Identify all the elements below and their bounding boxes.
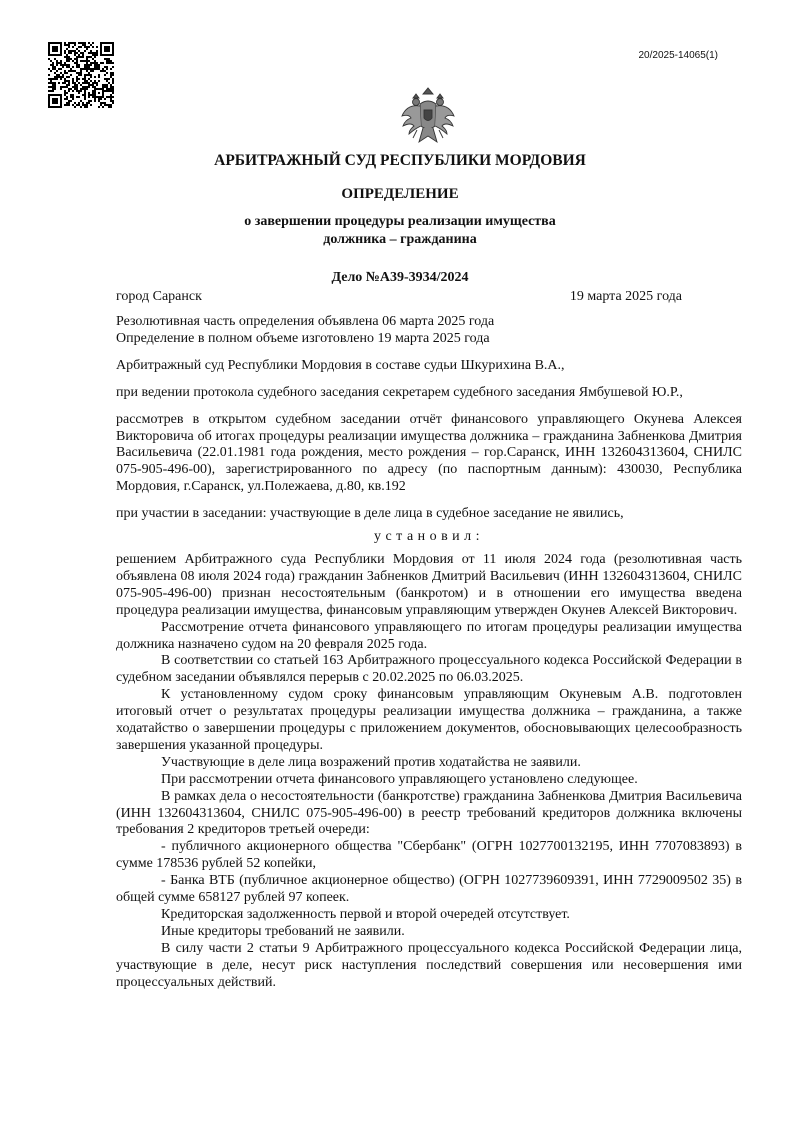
resolution-announced: Резолютивная часть определения объявлена 06 марта 2025 года (116, 314, 495, 329)
subtitle-line-2: должника – гражданина (323, 232, 477, 247)
paragraph: В рамках дела о несостоятельности (банкротстве) гражданина Забненкова Дмитрия Васильевича (ИНН 132604313604, СНИЛС 075-905-496-00) в реестр требований кредиторов должника включены требования 2 кредиторов третьей очереди: (116, 788, 742, 838)
creditor-item: - Банка ВТБ (публичное акционерное общество) (ОГРН 1027739609391, ИНН 7729009502 35) в общей сумме 658127 рублей 97 копеек. (116, 873, 742, 906)
paragraph: Участвующие в деле лица возражений против ходатайства не заявили. (161, 754, 581, 770)
document-title: ОПРЕДЕЛЕНИЕ (341, 186, 459, 202)
city: город Саранск (116, 289, 202, 304)
paragraph: Иные кредиторы требований не заявили. (161, 923, 405, 939)
paragraph: Рассмотрение отчета финансового управляющего по итогам процедуры реализации имущества должника назначено судом на 20 февраля 2025 года. (116, 619, 742, 652)
established-heading: установил: (374, 529, 484, 545)
court-composition: Арбитражный суд Республики Мордовия в составе судьи Шкурихина В.А., (116, 357, 565, 373)
qr-code-icon (48, 42, 114, 108)
paragraph: При рассмотрении отчета финансового управляющего установлено следующее. (161, 771, 638, 787)
paragraph: К установленному судом сроку финансовым управляющим Окуневым А.В. подготовлен итоговый отчет о результатах процедуры реализации имущества должника – гражданина, а также ходатайство о завершении процедуры с приложением документов, обосновывающих целесообразность завершения указанной процедуры. (116, 687, 742, 753)
document-subtitle (0, 213, 800, 249)
paragraph: В силу части 2 статьи 9 Арбитражного процессуального кодекса Российской Федерации лица, участвующие в деле, несут риск наступления последствий совершения или несовершения ими процессуальных действий. (116, 940, 742, 990)
court-name: АРБИТРАЖНЫЙ СУД РЕСПУБЛИКИ МОРДОВИЯ (214, 152, 586, 169)
paragraph: В соответствии со статьей 163 Арбитражного процессуального кодекса Российской Федерации в судебном заседании объявлялся перерыв с 20.02.2025 по 06.03.2025. (116, 653, 742, 686)
paragraph: решением Арбитражного суда Республики Мордовия от 11 июля 2024 года (резолютивная часть объявлена 08 июля 2024 года) гражданин Забненков Дмитрий Васильевич (ИНН 132604313604, СНИЛС 075-905-496-00) признан несостоятельным (банкротом) и в отношении его имущества введена процедура реализации имущества, финансовым управляющим утвержден Окунев Алексей Викторович. (116, 551, 742, 618)
paragraph: Кредиторская задолженность первой и второй очередей отсутствует. (161, 907, 570, 922)
coat-of-arms-emblem (399, 86, 457, 148)
full-text-produced: Определение в полном объеме изготовлено 19 марта 2025 года (116, 330, 490, 346)
subtitle-line-1: о завершении процедуры реализации имущества (244, 214, 556, 229)
document-number: 20/2025-14065(1) (638, 50, 718, 61)
participants: при участии в заседании: участвующие в деле лица в судебное заседание не явились, (116, 506, 624, 522)
case-number: Дело №А39-3934/2024 (331, 270, 469, 285)
case-subject: рассмотрев в открытом судебном заседании отчёт финансового управляющего Окунева Алексея Викторовича об итогах процедуры реализации имущества должника – гражданина Забненкова Дмитрия Васильевича (22.01.1981 года рождения, место рождения – гор.Саранск, ИНН 132604313604, СНИЛС 075-905-496-00), зарегистрированного по адресу (по паспортным данным): 430030, Республика Мордовия, г.Саранск, ул.Полежаева, д.80, кв.192 (116, 411, 742, 495)
document-date: 19 марта 2025 года (569, 289, 682, 304)
creditor-item: - публичного акционерного общества "Сбербанк" (ОГРН 1027700132195, ИНН 7707083893) в сумме 178536 рублей 52 копейки, (116, 839, 742, 872)
document-body (116, 314, 742, 992)
protocol-secretary: при ведении протокола судебного заседания секретарем судебного заседания Ямбушевой Ю.Р., (116, 384, 683, 400)
